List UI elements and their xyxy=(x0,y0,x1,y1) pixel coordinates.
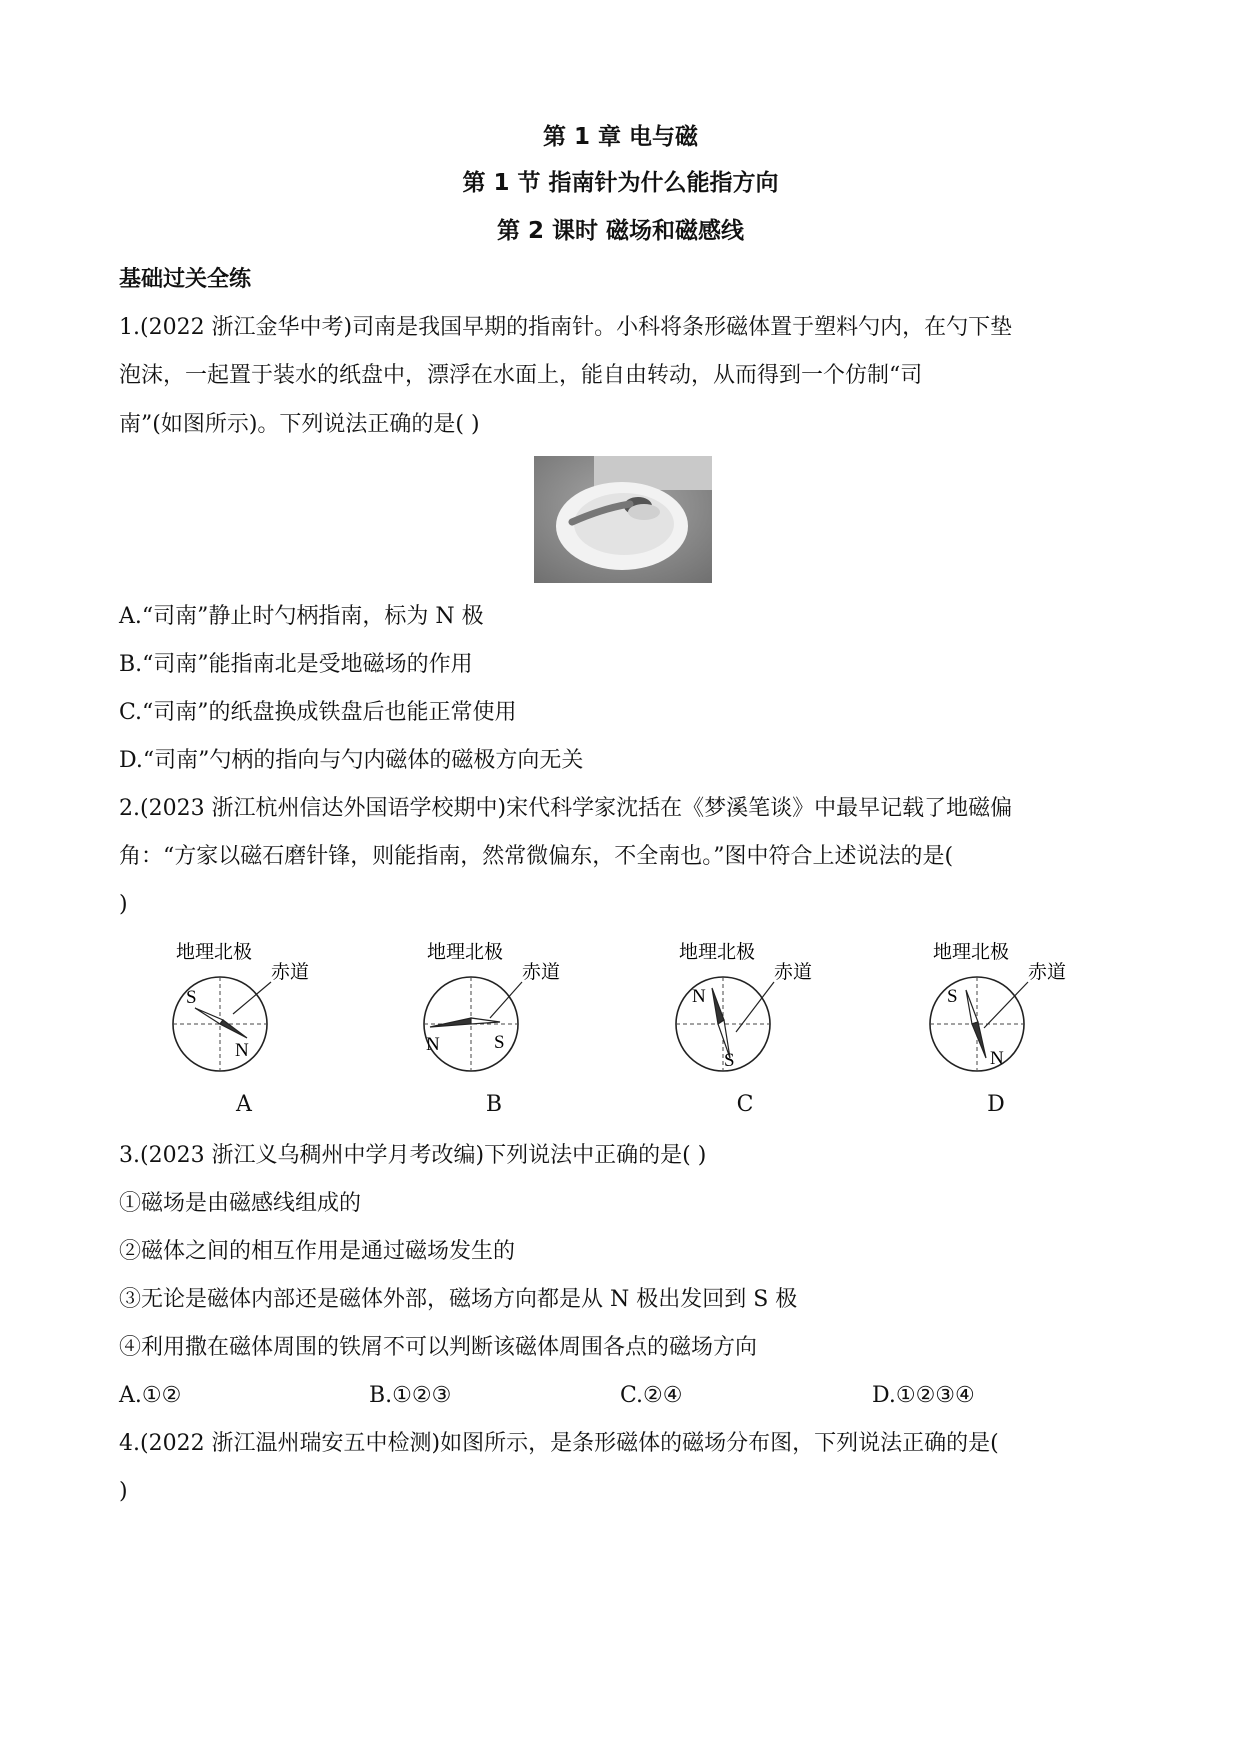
q1-option-a: A.“司南”静止时勺柄指南，标为 N 极 xyxy=(119,604,484,629)
q1-option-b: B.“司南”能指南北是受地磁场的作用 xyxy=(119,652,473,677)
equator-label: 赤道 xyxy=(1028,962,1067,983)
sinan-photo xyxy=(534,456,712,583)
pole-s-label: S xyxy=(494,1032,505,1053)
q1-line-1: 1.(2022 浙江金华中考)司南是我国早期的指南针。小科将条形磁体置于塑料勺内，在勺下垫 xyxy=(119,315,1013,340)
q2-line-1: 2.(2023 浙江杭州信达外国语学校期中)宋代科学家沈括在《梦溪笔谈》中最早记载了地磁偏 xyxy=(119,796,1013,821)
pole-s-label: S xyxy=(186,987,197,1008)
geo-north-label: 地理北极 xyxy=(933,942,1010,963)
q4-line-1: 4.(2022 浙江温州瑞安五中检测)如图所示，是条形磁体的磁场分布图，下列说法正确的是( xyxy=(119,1431,999,1456)
q4-line-2: ) xyxy=(119,1479,128,1504)
equator-label: 赤道 xyxy=(774,962,813,983)
q2-line-3: ) xyxy=(119,892,128,917)
q3-option-d: D.①②③④ xyxy=(872,1383,975,1408)
equator-label: 赤道 xyxy=(522,962,561,983)
q1-line-3: 南”(如图所示)。下列说法正确的是( ) xyxy=(119,412,480,437)
q3-statement-2: ②磁体之间的相互作用是通过磁场发生的 xyxy=(119,1239,516,1264)
q1-option-d: D.“司南”勺柄的指向与勺内磁体的磁极方向无关 xyxy=(119,748,584,773)
lesson-title: 第 2 课时 磁场和磁感线 xyxy=(496,218,745,244)
q1-line-2: 泡沫，一起置于装水的纸盘中，漂浮在水面上，能自由转动，从而得到一个仿制“司 xyxy=(119,363,923,388)
equator-label: 赤道 xyxy=(271,962,310,983)
geo-north-label: 地理北极 xyxy=(427,942,504,963)
compass-c xyxy=(668,936,858,1096)
pole-n-label: N xyxy=(990,1048,1004,1069)
q3-stem: 3.(2023 浙江义乌稠州中学月考改编)下列说法中正确的是( ) xyxy=(119,1143,707,1168)
q3-option-a: A.①② xyxy=(119,1383,182,1408)
geo-north-label: 地理北极 xyxy=(679,942,756,963)
practice-heading: 基础过关全练 xyxy=(119,267,252,292)
choice-label-a: A xyxy=(236,1092,252,1117)
q3-option-b: B.①②③ xyxy=(369,1383,452,1408)
q1-option-c: C.“司南”的纸盘换成铁盘后也能正常使用 xyxy=(119,700,517,725)
choice-label-b: B xyxy=(485,1092,503,1117)
geo-north-label: 地理北极 xyxy=(176,942,253,963)
choice-label-d: D xyxy=(987,1092,1005,1117)
section-title: 第 1 节 指南针为什么能指方向 xyxy=(462,170,779,196)
chapter-title: 第 1 章 电与磁 xyxy=(542,124,699,150)
pole-n-label: N xyxy=(235,1040,249,1061)
q2-line-2: 角：“方家以磁石磨针锋，则能指南，然常微偏东，不全南也。”图中符合上述说法的是( xyxy=(119,844,954,869)
pole-n-label: N xyxy=(692,986,706,1007)
q3-statement-1: ①磁场是由磁感线组成的 xyxy=(119,1191,362,1216)
pole-s-label: S xyxy=(947,986,958,1007)
compass-a xyxy=(165,936,355,1096)
q3-statement-3: ③无论是磁体内部还是磁体外部，磁场方向都是从 N 极出发回到 S 极 xyxy=(119,1287,798,1312)
q3-statement-4: ④利用撒在磁体周围的铁屑不可以判断该磁体周围各点的磁场方向 xyxy=(119,1335,758,1360)
choice-label-c: C xyxy=(736,1092,754,1117)
compass-b xyxy=(416,936,606,1096)
compass-d xyxy=(922,936,1112,1096)
pole-n-label: N xyxy=(426,1034,440,1055)
q3-option-c: C.②④ xyxy=(620,1383,683,1408)
pole-s-label: S xyxy=(724,1050,735,1071)
